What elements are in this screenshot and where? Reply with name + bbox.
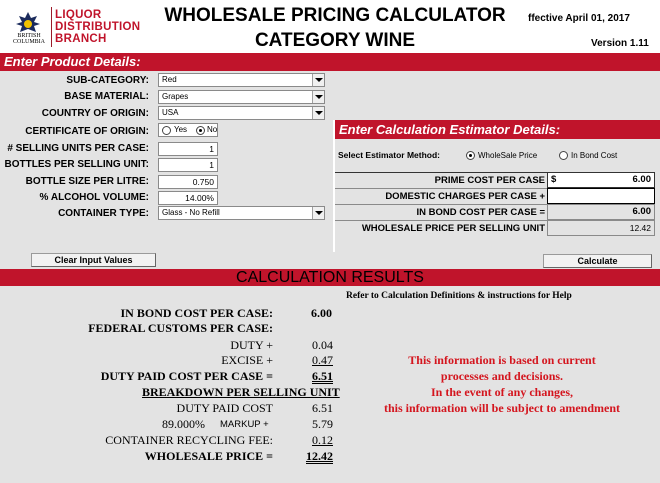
calculate-button[interactable]: Calculate [543,254,652,268]
version-label: Version 1.11 [591,38,649,49]
base-material-value: Grapes [162,92,189,101]
wholesale-row [335,220,547,236]
notice-line-3: In the event of any changes, [430,385,573,399]
result-excise-label: EXCISE + [221,353,273,367]
domestic-row [335,188,547,204]
base-material-select[interactable] [158,90,325,104]
prime-cost-value: 6.00 [632,174,651,185]
result-in-bond-value: 6.00 [311,306,332,320]
notice-line-2: processes and decisions. [440,369,564,383]
chevron-down-icon[interactable] [312,91,324,103]
alcohol-input[interactable]: 14.00% [158,191,218,205]
wholesale-label: WHOLESALE PRICE PER SELLING UNIT [361,223,545,234]
prime-cost-label: PRIME COST PER CASE [434,175,545,186]
sub-category-select[interactable] [158,73,325,87]
prime-cost-input[interactable] [547,172,655,188]
result-breakdown-heading: BREAKDOWN PER SELLING UNIT [142,385,340,399]
chevron-down-icon[interactable] [312,107,324,119]
sub-category-value: Red [162,75,177,84]
results-heading: CALCULATION RESULTS [0,269,660,286]
result-wholesale-label: WHOLESALE PRICE = [144,449,273,463]
result-wholesale-value: 12.42 [306,449,333,463]
logo-line3: BRANCH [55,33,107,45]
in-bond-label: IN BOND COST PER CASE = [416,207,545,218]
certificate-yes-radio[interactable] [162,126,171,135]
prime-cost-currency: $ [551,174,557,185]
sub-category-label: SUB-CATEGORY: [66,75,149,86]
estimator-method-label: Select Estimator Method: [338,150,441,160]
bottle-size-input[interactable]: 0.750 [158,175,218,189]
logo-divider [51,7,52,47]
result-duty-label: DUTY + [230,338,273,352]
notice-line-4: this information will be subject to amendment [384,401,620,415]
prime-cost-row [335,172,547,188]
ldb-logo [5,5,155,50]
bottles-label: BOTTLES PER SELLING UNIT: [4,159,149,170]
wholesale-price-radio[interactable] [466,151,475,160]
logo-bc-text [8,33,50,45]
bottle-size-label: BOTTLE SIZE PER LITRE: [25,176,149,187]
selling-units-label: # SELLING UNITS PER CASE: [7,143,149,154]
result-duty-paid-case-label: DUTY PAID COST PER CASE = [100,369,273,383]
wholesale-price-label: WholeSale Price [478,151,538,160]
selling-units-input[interactable]: 1 [158,142,218,156]
in-bond-cost-label: In Bond Cost [571,151,618,160]
blank-panel [333,71,660,120]
chevron-down-icon[interactable] [312,74,324,86]
wholesale-value: 12.42 [547,220,655,236]
in-bond-value: 6.00 [547,204,655,220]
domestic-label: DOMESTIC CHARGES PER CASE + [385,191,545,202]
result-recycling-value: 0.12 [312,433,333,447]
logo-bc-line1: BRITISH [17,33,41,39]
certificate-label: CERTIFICATE OF ORIGIN: [25,126,149,137]
result-duty-paid-case-value: 6.51 [312,369,333,383]
result-federal-label: FEDERAL CUSTOMS PER CASE: [88,321,273,335]
certificate-yes-label: Yes [174,125,188,134]
country-label: COUNTRY OF ORIGIN: [41,108,149,119]
notice-line-1: This information is based on current [408,353,596,367]
effective-date: ffective April 01, 2017 [528,13,630,24]
result-markup-pct: 89.000% [162,417,205,431]
logo-line2: DISTRIBUTION [55,21,141,33]
container-label: CONTAINER TYPE: [58,208,149,219]
in-bond-row [335,204,547,220]
base-material-label: BASE MATERIAL: [64,91,149,102]
chevron-down-icon[interactable] [312,207,324,219]
result-duty-value: 0.04 [312,338,333,352]
result-in-bond-label: IN BOND COST PER CASE: [120,306,273,320]
container-select[interactable] [158,206,325,220]
result-recycling-label: CONTAINER RECYCLING FEE: [105,433,273,447]
certificate-radio-group [158,123,218,137]
logo-bc-line2: COLUMBIA [12,39,45,45]
bottles-input[interactable]: 1 [158,158,218,172]
alcohol-label: % ALCOHOL VOLUME: [39,192,149,203]
result-markup-label: MARKUP + [220,419,269,430]
product-details-heading: Enter Product Details: [0,53,660,71]
page-title: WHOLESALE PRICING CALCULATOR [164,5,506,26]
page-subtitle: CATEGORY WINE [254,30,416,51]
in-bond-cost-radio[interactable] [559,151,568,160]
container-value: Glass - No Refill [162,208,220,217]
result-markup-value: 5.79 [312,417,333,431]
result-excise-value: 0.47 [312,353,333,367]
logo-wordmark [55,9,140,45]
clear-input-button[interactable]: Clear Input Values [31,253,156,267]
result-duty-paid-value: 6.51 [312,401,333,415]
domestic-input[interactable] [547,188,655,204]
certificate-no-label: No [207,125,218,134]
country-value: USA [162,108,179,117]
country-select[interactable] [158,106,325,120]
help-note: Refer to Calculation Definitions & instructions for Help [346,291,572,301]
certificate-no-radio[interactable] [196,126,205,135]
estimator-heading: Enter Calculation Estimator Details: [335,120,660,139]
result-duty-paid-label: DUTY PAID COST [176,401,273,415]
logo-line1: LIQUOR [55,9,102,21]
